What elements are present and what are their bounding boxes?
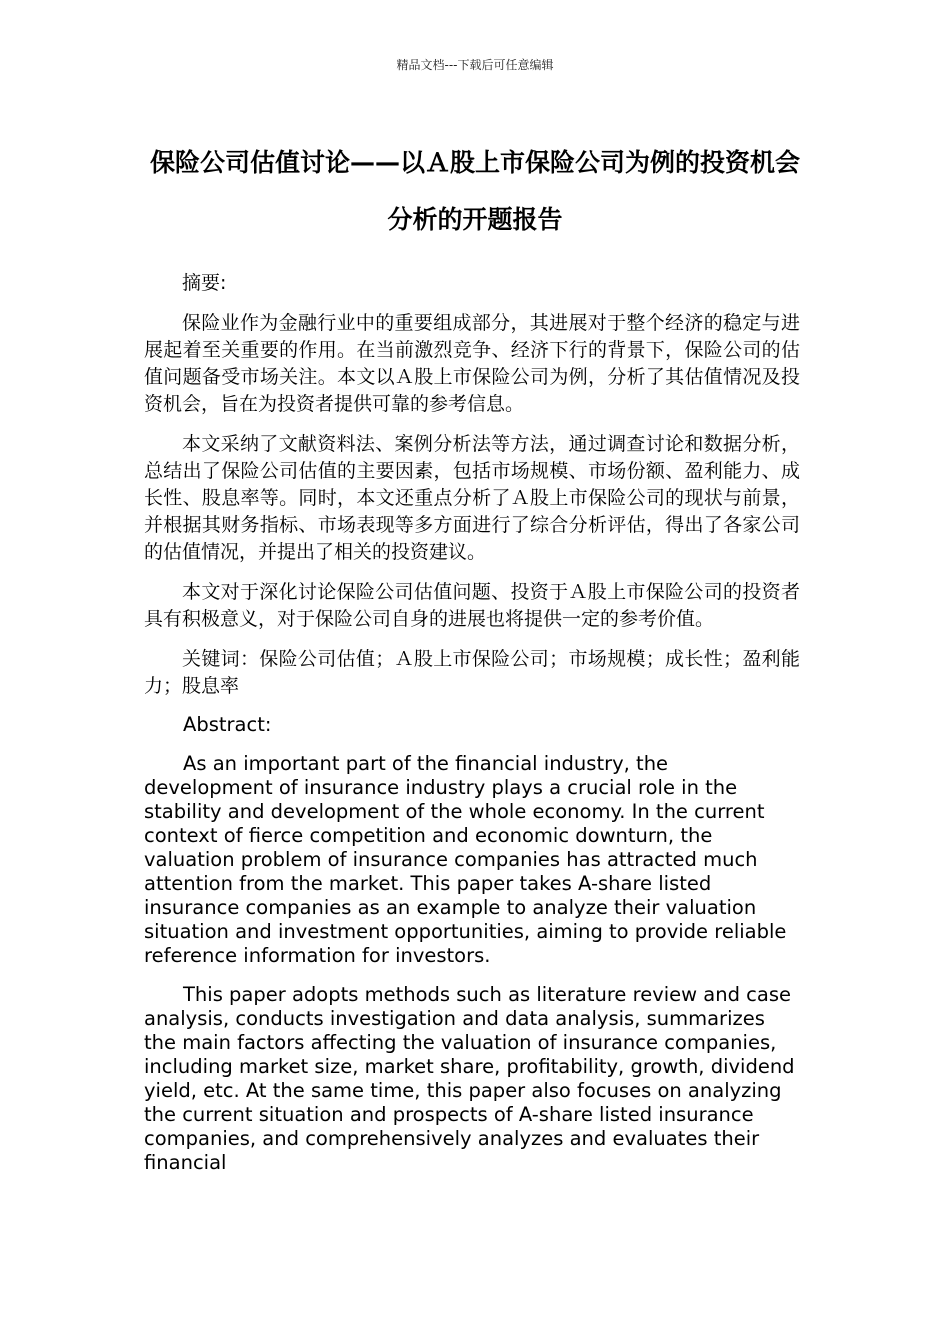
document-title: 保险公司估值讨论——以Ａ股上市保险公司为例的投资机会分析的开题报告: [149, 148, 800, 234]
keywords-cn: 关键词：保险公司估值；Ａ股上市保险公司；市场规模；成长性；盈利能力；股息率: [144, 648, 800, 697]
page-header: 精品文档---下载后可任意编辑: [396, 58, 554, 72]
abstract-cn-paragraph-1: 保险业作为金融行业中的重要组成部分，其进展对于整个经济的稳定与进展起着至关重要的作用。在当前激烈竞争、经济下行的背景下，保险公司的估值问题备受市场关注。本文以Ａ股上市保险公司为例，分析了其估值情况及投资机会，旨在为投资者提供可靠的参考信息。: [144, 312, 800, 415]
abstract-en-paragraph-2: This paper adopts methods such as literature review and case analysis, conducts investigation and data analysis, summarizes the main factors affecting the valuation of insurance companies, including market size, market share, profitability, growth, dividend yield, etc. At the same time, this paper also focuses on analyzing the current situation and prospects of A-share listed insurance companies, and comprehensively analyzes and evaluates their financial: [144, 983, 795, 1174]
abstract-label-en: Abstract:: [183, 713, 272, 736]
document-body: [144, 270, 800, 1190]
abstract-label-cn: 摘要:: [182, 272, 227, 294]
abstract-cn-paragraph-3: 本文对于深化讨论保险公司估值问题、投资于Ａ股上市保险公司的投资者具有积极意义，对于保险公司自身的进展也将提供一定的参考价值。: [144, 581, 800, 630]
abstract-cn-paragraph-2: 本文采纳了文献资料法、案例分析法等方法，通过调查讨论和数据分析，总结出了保险公司估值的主要因素，包括市场规模、市场份额、盈利能力、成长性、股息率等。同时，本文还重点分析了Ａ股上市保险公司的现状与前景，并根据其财务指标、市场表现等多方面进行了综合分析评估，得出了各家公司的估值情况，并提出了相关的投资建议。: [144, 433, 800, 563]
abstract-en-paragraph-1: As an important part of the financial industry, the development of insurance industry plays a crucial role in the stability and development of the whole economy. In the current context of fierce competition and economic downturn, the valuation problem of insurance companies has attracted much attention from the market. This paper takes A-share listed insurance companies as an example to analyze their valuation situation and investment opportunities, aiming to provide reliable reference information for investors.: [144, 752, 787, 967]
